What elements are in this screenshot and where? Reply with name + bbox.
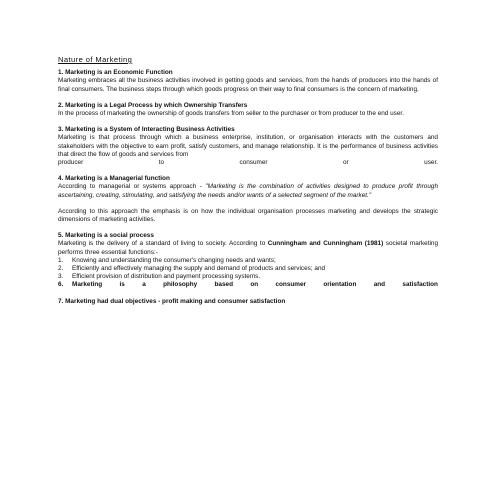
list-number: 6. xyxy=(58,281,64,289)
section-system-of-activities xyxy=(58,126,438,167)
word: satisfaction xyxy=(402,281,438,289)
word: Marketing xyxy=(72,281,103,289)
word: on xyxy=(250,281,259,289)
definition-quote: "Marketing is the combination of activities designed to produce profit through ascertaining, creating, stimulating, and satisfying the needs and/or wants of a selected segment of the market." xyxy=(58,183,438,199)
section-legal-process xyxy=(58,102,438,118)
citation-year: (1981) xyxy=(364,240,384,248)
word: user. xyxy=(424,159,438,167)
list-item xyxy=(58,281,438,289)
list-text: Efficient provision of distribution and payment processing systems. xyxy=(72,273,261,281)
paragraph-text: societal marketing performs three essential functions:- xyxy=(58,240,438,256)
section-heading: 4. Marketing is a Managerial function xyxy=(58,175,170,183)
document-title: Nature of Marketing xyxy=(58,55,133,64)
list-item xyxy=(58,265,438,273)
list-text: Knowing and understanding the consumer's changing needs and wants; xyxy=(72,256,276,264)
word: consumer xyxy=(275,281,306,289)
section-dual-objectives xyxy=(58,298,438,306)
intro-text: According to managerial or systems approach - xyxy=(58,183,206,191)
section-heading: 7. Marketing had dual objectives - profit making and consumer satisfaction xyxy=(58,297,286,305)
section-economic-function xyxy=(58,69,438,94)
section-paragraph: In the process of marketing the ownership of goods transfers from seller to the purchaser or from producer to the end user. xyxy=(58,110,404,118)
word: and xyxy=(373,281,386,289)
section-heading: 3. Marketing is a System of Interacting Business Activities xyxy=(58,126,235,134)
section-paragraph: Marketing is that process through which a business enterprise, institution, or organisation interacts with the customers and stakeholders with the objective to earn profit, satisfy customers, and manage relationship. It is the performance of business activities that direct the flow of goods and services from xyxy=(58,134,438,158)
word: a xyxy=(142,281,146,289)
word: to xyxy=(158,159,165,167)
word: philosophy xyxy=(163,281,198,289)
author-names: Cunningham and Cunningham xyxy=(267,240,363,248)
section-managerial-function xyxy=(58,175,438,224)
section-paragraph xyxy=(58,183,438,199)
justified-list-line xyxy=(72,281,438,289)
list-item xyxy=(58,257,438,265)
section-paragraph: According to this approach the emphasis is on how the individual organisation processes marketing and develops the strategic dimensions of marketing activities. xyxy=(58,207,438,224)
justified-last-line xyxy=(58,159,438,167)
section-heading: 1. Marketing is an Economic Function xyxy=(58,69,173,77)
word: consumer xyxy=(239,159,268,167)
paragraph-text: Marketing is the delivery of a standard of living to society. According to xyxy=(58,240,268,248)
section-social-process xyxy=(58,232,438,289)
section-paragraph xyxy=(58,240,438,256)
list-number: 1. xyxy=(58,256,64,264)
document-content xyxy=(58,56,438,314)
word: producer xyxy=(58,159,84,167)
word: is xyxy=(119,281,125,289)
list-number: 2. xyxy=(58,265,64,273)
list-item xyxy=(58,273,438,281)
section-heading: 2. Marketing is a Legal Process by which Ownership Transfers xyxy=(58,101,248,109)
word: based xyxy=(214,281,233,289)
list-text: Efficiently and effectively managing the supply and demand of products and services; and xyxy=(72,265,326,273)
word: or xyxy=(343,159,349,167)
list-number: 3. xyxy=(58,273,64,281)
section-paragraph: Marketing embraces all the business activities involved in getting goods and services, from the hands of producers into the hands of final consumers. The business steps through which goods progress on their way to final consumers is the concern of marketing. xyxy=(58,77,438,93)
word: orientation xyxy=(323,281,357,289)
section-heading: 5. Marketing is a social process xyxy=(58,232,154,240)
